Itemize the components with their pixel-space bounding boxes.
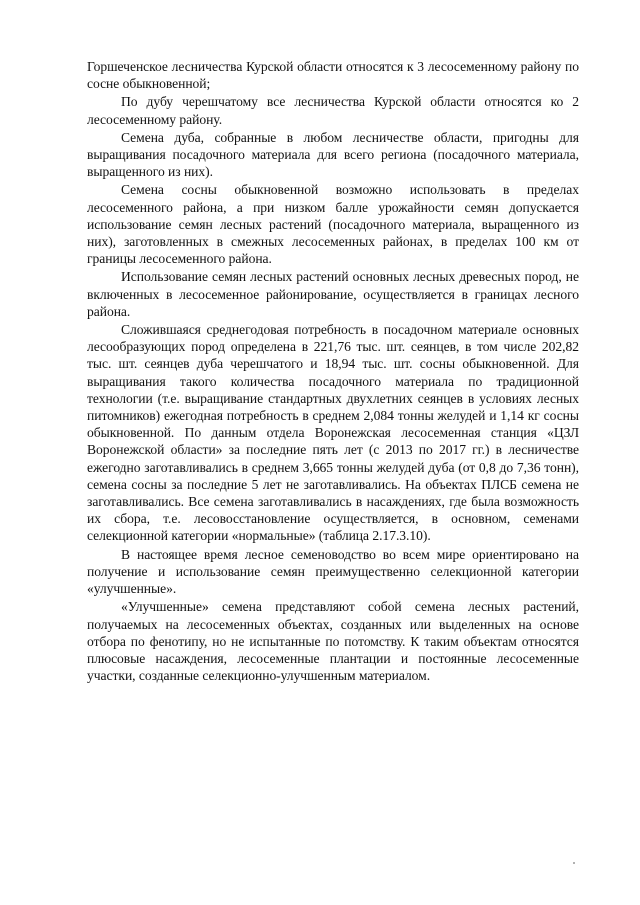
paragraph-6: Сложившаяся среднегодовая потребность в посадочном материале основных лесообразующих пород определена в 221,76 тыс. шт. сеянцев, в том числе 202,82 тыс. шт. сеянцев дуба черешчатого и 18,94 тыс. шт. сосны обыкновенной. Для выращивания такого количества посадочного материала по традиционной технологии (т.е. выращивание стандартных двухлетних сеянцев в условиях лесных питомников) ежегодная потребность в среднем 2,084 тонны желудей и 1,14 кг сосны обыкновенной. По данным отдела Воронежская лесосеменная станция «ЦЗЛ Воронежской области» за последние пять лет (с 2013 по 2017 гг.) в лесничестве ежегодно заготавливались в среднем 3,665 тонны желудей дуба (от 0,8 до 7,36 тонн), семена сосны за последние 5 лет не заготавливались. На объектах ПЛСБ семена не заготавливались. Все семена заготавливались в насаждениях, где была возможность их сбора, т.е. лесовосстановление осуществляется, в основном, семенами селекционной категории «нормальные» (таблица 2.17.3.10). [87,322,579,544]
paragraph-2: По дубу черешчатому все лесничества Курской области относятся ко 2 лесосеменному району. [87,94,579,127]
paragraph-8: «Улучшенные» семена представляют собой семена лесных растений, получаемых на лесосеменных объектах, созданных или выделенных на основе отбора по фенотипу, но не испытанные по потомству. К таким объектам относятся плюсовые насаждения, лесосеменные плантации и постоянные лесосеменные участки, созданные селекционно-улучшенным материалом. [87,599,579,684]
paragraph-1: Горшеченское лесничества Курской области относятся к 3 лесосеменному району по сосне обыкновенной; [87,59,579,92]
paragraph-5: Использование семян лесных растений основных лесных древесных пород, не включенных в лесосеменное районирование, осуществляется в границах лесного района. [87,269,579,319]
scan-speck [573,862,575,864]
paragraph-3: Семена дуба, собранные в любом лесничестве области, пригодны для выращивания посадочного материала для всего региона (посадочного материала, выращенного из них). [87,129,579,180]
paragraph-7: В настоящее время лесное семеноводство во всем мире ориентировано на получение и использование семян преимущественно селекционной категории «улучшенные». [87,546,579,597]
paragraph-4: Семена сосны обыкновенной возможно использовать в пределах лесосеменного района, а при низком балле урожайности семян допускается использование семян лесных растений (посадочного материала, выращенного из них), заготовленных в смежных лесосеменных районах, в пределах 100 км от границы лесосеменного района. [87,182,579,267]
